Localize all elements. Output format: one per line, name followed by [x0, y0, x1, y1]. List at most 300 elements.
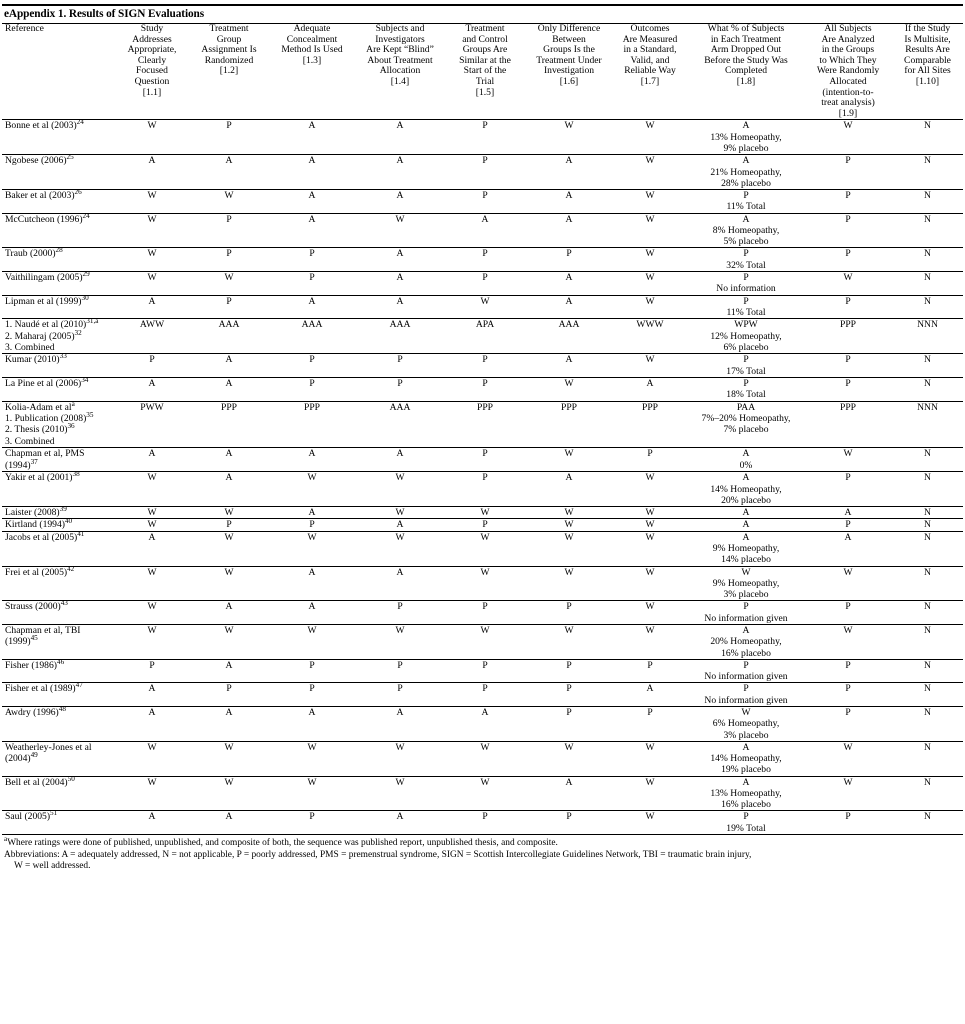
rating-cell-1-2: W [190, 741, 268, 776]
rating-cell-1-4: A [356, 448, 444, 472]
dropout-note: 7%–20% Homeopathy, 7% placebo [701, 413, 791, 436]
rating-cell-1-8: P No information [688, 272, 804, 296]
rating-cell-1-8: A 9% Homeopathy, 14% placebo [688, 531, 804, 566]
dropout-note: 17% Total [726, 365, 766, 377]
row-reference: Chapman et al, TBI $(1999)^{45}$ [2, 624, 114, 659]
rating-cell-1-1: W [114, 472, 190, 507]
rating-cell-1-7: W [612, 776, 688, 811]
reference-superscript: 35 [86, 410, 94, 419]
table-row [2, 354, 963, 378]
table-row [2, 472, 963, 507]
rating-cell-1-6: P [526, 811, 612, 834]
rating-cell-1-10: N [892, 189, 963, 213]
rating-cell-1-6: P [526, 248, 612, 272]
rating-cell-1-5: PPP [444, 401, 526, 448]
rating-cell-1-6: W [526, 506, 612, 518]
rating-cell-1-3: W [268, 741, 356, 776]
rating-cell-1-4: A [356, 566, 444, 601]
table-row [2, 706, 963, 741]
column-header-1-3: Adequate Concealment Method Is Used [1.3] [281, 23, 343, 66]
rating-cell-1-6: A [526, 272, 612, 296]
reference-superscript: 34 [81, 375, 89, 384]
rating-cell-1-3: P [268, 519, 356, 531]
rating-cell-1-3: A [268, 706, 356, 741]
table-header [2, 24, 963, 120]
rating-cell-1-9: P [804, 659, 892, 683]
rating-cell-1-3: W [268, 531, 356, 566]
rating-cell-1-7: W [612, 531, 688, 566]
rating-cell-1-1: A [114, 448, 190, 472]
rating-cell-1-9: W [804, 566, 892, 601]
rating-cell-1-2: W [190, 272, 268, 296]
rating-cell-1-9: PPP [804, 401, 892, 448]
rating-cell-1-4: A [356, 295, 444, 319]
rating-cell-1-1: PWW [114, 401, 190, 448]
rating-cell-1-4: W [356, 776, 444, 811]
table-row [2, 272, 963, 296]
rating-cell-1-6: A [526, 189, 612, 213]
rating-cell-1-7: P [612, 706, 688, 741]
rating-cell-1-5: P [444, 354, 526, 378]
footnotes [2, 835, 963, 875]
rating-cell-1-6: W [526, 378, 612, 402]
rating-cell-1-3: W [268, 624, 356, 659]
rating-cell-1-9: W [804, 120, 892, 155]
rating-cell-1-7: W [612, 295, 688, 319]
rating-cell-1-8: A 13% Homeopathy, 9% placebo [688, 120, 804, 155]
rating-cell-1-10: N [892, 448, 963, 472]
table-row [2, 659, 963, 683]
rating-cell-1-8: P 18% Total [688, 378, 804, 402]
table-row [2, 248, 963, 272]
dropout-note: 13% Homeopathy, 9% placebo [710, 131, 782, 154]
table-row [2, 189, 963, 213]
rating-cell-1-2: A [190, 659, 268, 683]
rating-cell-1-8: P 19% Total [688, 811, 804, 834]
rating-cell-1-6: PPP [526, 401, 612, 448]
rating-cell-1-5: A [444, 213, 526, 248]
rating-cell-1-7: W [612, 566, 688, 601]
rating-cell-1-8: P No information given [688, 659, 804, 683]
rating-cell-1-7: W [612, 189, 688, 213]
dropout-note: 12% Homeopathy, 6% placebo [710, 330, 782, 353]
rating-cell-1-2: P [190, 120, 268, 155]
rating-cell-1-1: A [114, 531, 190, 566]
rating-cell-1-9: W [804, 624, 892, 659]
rating-cell-1-6: A [526, 155, 612, 190]
rating-cell-1-7: P [612, 448, 688, 472]
reference-superscript: 39 [59, 504, 67, 513]
rating-cell-1-1: W [114, 248, 190, 272]
rating-cell-1-7: W [612, 248, 688, 272]
rating-cell-1-9: P [804, 155, 892, 190]
rating-cell-1-9: P [804, 683, 892, 707]
footnote-a [4, 834, 961, 850]
rating-cell-1-3: P [268, 248, 356, 272]
reference-superscript: 50 [67, 774, 75, 783]
rating-cell-1-2: W [190, 531, 268, 566]
row-reference: McCutcheon $(1996)^{24}$ [2, 213, 114, 248]
rating-cell-1-10: N [892, 295, 963, 319]
rating-cell-1-4: P [356, 659, 444, 683]
rating-cell-1-7: A [612, 378, 688, 402]
rating-cell-1-9: P [804, 601, 892, 625]
table-row [2, 155, 963, 190]
rating-cell-1-9: A [804, 506, 892, 518]
reference-superscript: 45 [30, 634, 38, 643]
rating-cell-1-5: A [444, 706, 526, 741]
rating-cell-1-10: N [892, 155, 963, 190]
reference-superscript: 37 [30, 457, 38, 466]
rating-cell-1-2: A [190, 378, 268, 402]
rating-cell-1-4: A [356, 189, 444, 213]
rating-cell-1-2: W [190, 776, 268, 811]
column-header-1-4: Subjects and Investigators Are Kept “Blind” About Treatment Allocation [1.4] [366, 23, 434, 87]
rating-cell-1-8: A 20% Homeopathy, 16% placebo [688, 624, 804, 659]
rating-cell-1-8: P No information given [688, 601, 804, 625]
rating-cell-1-1: W [114, 272, 190, 296]
rating-cell-1-5: P [444, 448, 526, 472]
rating-cell-1-2: A [190, 811, 268, 834]
rating-cell-1-1: P [114, 659, 190, 683]
reference-superscript: 47 [75, 681, 83, 690]
rating-cell-1-8: A [688, 506, 804, 518]
rating-cell-1-4: W [356, 624, 444, 659]
row-reference: Traub $(2000)^{28}$ [2, 248, 114, 272]
column-header-1-10: If the Study Is Multisite, Results Are Comparable for All Sites [1.10] [904, 23, 951, 87]
table-row [2, 120, 963, 155]
rating-cell-1-6: P [526, 683, 612, 707]
rating-cell-1-9: P [804, 213, 892, 248]
rating-cell-1-5: P [444, 519, 526, 531]
rating-cell-1-10: N [892, 706, 963, 741]
rating-cell-1-2: A [190, 155, 268, 190]
table-row [2, 378, 963, 402]
reference-superscript: 46 [56, 657, 65, 666]
table-row [2, 776, 963, 811]
rating-cell-1-7: A [612, 683, 688, 707]
rating-cell-1-10: N [892, 601, 963, 625]
rating-cell-1-5: P [444, 378, 526, 402]
table-row [2, 448, 963, 472]
rating-cell-1-7: W [612, 272, 688, 296]
column-header-1-5: Treatment and Control Groups Are Similar at the Start of the Trial [1.5] [459, 23, 511, 98]
rating-cell-1-2: P [190, 248, 268, 272]
rating-cell-1-1: P [114, 354, 190, 378]
column-header-1-9: All Subjects Are Analyzed in the Groups to Which They Were Randomly Allocated (intention-to- treat analysis) [1.9] [816, 23, 880, 119]
rating-cell-1-6: W [526, 566, 612, 601]
rating-cell-1-6: AAA [526, 319, 612, 354]
reference-superscript: 28 [55, 246, 63, 255]
rating-cell-1-6: W [526, 519, 612, 531]
rating-cell-1-9: W [804, 272, 892, 296]
rating-cell-1-7: W [612, 155, 688, 190]
rating-cell-1-10: N [892, 378, 963, 402]
rating-cell-1-4: A [356, 519, 444, 531]
table-row [2, 811, 963, 834]
rating-cell-1-10: N [892, 472, 963, 507]
row-reference: Strauss $(2000)^{43}$ [2, 601, 114, 625]
rating-cell-1-1: AWW [114, 319, 190, 354]
dropout-note: 11% Total [726, 201, 766, 213]
rating-cell-1-9: P [804, 472, 892, 507]
row-reference: Baker et al $(2003)^{26}$ [2, 189, 114, 213]
rating-cell-1-3: A [268, 120, 356, 155]
reference-superscript: 36 [67, 422, 75, 431]
rating-cell-1-9: P [804, 811, 892, 834]
rating-cell-1-9: P [804, 706, 892, 741]
rating-cell-1-5: P [444, 659, 526, 683]
rating-cell-1-6: P [526, 706, 612, 741]
dropout-note: No information given [704, 671, 788, 683]
rating-cell-1-9: P [804, 189, 892, 213]
rating-cell-1-5: P [444, 683, 526, 707]
rating-cell-1-8: A 14% Homeopathy, 20% placebo [688, 472, 804, 507]
rating-cell-1-6: P [526, 601, 612, 625]
dropout-note: 13% Homeopathy, 16% placebo [710, 788, 782, 811]
rating-cell-1-4: A [356, 120, 444, 155]
rating-cell-1-4: A [356, 155, 444, 190]
rating-cell-1-3: A [268, 601, 356, 625]
table-row [2, 683, 963, 707]
rating-cell-1-5: W [444, 566, 526, 601]
table-row [2, 624, 963, 659]
row-reference: Fisher et al $(1989)^{47}$ [2, 683, 114, 707]
dropout-note: 32% Total [726, 259, 766, 271]
rating-cell-1-10: N [892, 354, 963, 378]
table-body [2, 120, 963, 834]
rating-cell-1-2: P [190, 519, 268, 531]
rating-cell-1-7: WWW [612, 319, 688, 354]
rating-cell-1-10: N [892, 683, 963, 707]
rating-cell-1-5: W [444, 506, 526, 518]
rating-cell-1-2: A [190, 448, 268, 472]
rating-cell-1-4: P [356, 354, 444, 378]
row-reference: Kirtland $(1994)^{40}$ [2, 519, 114, 531]
reference-superscript: 30 [81, 293, 89, 302]
rating-cell-1-7: W [612, 601, 688, 625]
rating-cell-1-5: W [444, 531, 526, 566]
rating-cell-1-2: AAA [190, 319, 268, 354]
table-row [2, 601, 963, 625]
rating-cell-1-2: W [190, 506, 268, 518]
rating-cell-1-7: P [612, 659, 688, 683]
rating-cell-1-3: AAA [268, 319, 356, 354]
rating-cell-1-5: P [444, 601, 526, 625]
dropout-note: 14% Homeopathy, 19% placebo [710, 753, 782, 776]
rating-cell-1-2: P [190, 295, 268, 319]
dropout-note: 20% Homeopathy, 16% placebo [710, 636, 782, 659]
rating-cell-1-4: W [356, 472, 444, 507]
rating-cell-1-1: A [114, 378, 190, 402]
page-title: eAppendix 1. Results of SIGN Evaluations [4, 8, 205, 20]
table-row [2, 295, 963, 319]
rating-cell-1-10: N [892, 624, 963, 659]
row-reference: Bell et al $(2004)^{50}$ [2, 776, 114, 811]
rating-cell-1-5: P [444, 155, 526, 190]
rating-cell-1-10: N [892, 248, 963, 272]
rating-cell-1-5: APA [444, 319, 526, 354]
rating-cell-1-8: A 14% Homeopathy, 19% placebo [688, 741, 804, 776]
rating-cell-1-1: W [114, 741, 190, 776]
rating-cell-1-3: A [268, 213, 356, 248]
row-reference: Weatherley-Jones et al $(2004)^{49}$ [2, 741, 114, 776]
rating-cell-1-10: N [892, 120, 963, 155]
reference-superscript: a [71, 399, 75, 408]
rating-cell-1-6: W [526, 624, 612, 659]
rating-cell-1-5: P [444, 189, 526, 213]
rating-cell-1-4: W [356, 531, 444, 566]
row-reference: Lipman et al $(1999)^{30}$ [2, 295, 114, 319]
rating-cell-1-5: P [444, 472, 526, 507]
rating-cell-1-1: W [114, 213, 190, 248]
rating-cell-1-5: P [444, 248, 526, 272]
rating-cell-1-2: P [190, 683, 268, 707]
document-page [0, 4, 965, 875]
rating-cell-1-8: P 32% Total [688, 248, 804, 272]
table-row [2, 506, 963, 518]
rating-cell-1-7: W [612, 624, 688, 659]
table-row [2, 319, 963, 354]
rating-cell-1-10: N [892, 566, 963, 601]
rating-cell-1-10: N [892, 531, 963, 566]
row-reference: Awdry $(1996)^{48}$ [2, 706, 114, 741]
rating-cell-1-3: P [268, 378, 356, 402]
table-row [2, 741, 963, 776]
rating-cell-1-7: W [612, 472, 688, 507]
rating-cell-1-7: W [612, 354, 688, 378]
rating-cell-1-5: P [444, 811, 526, 834]
rating-cell-1-1: W [114, 120, 190, 155]
row-reference: Frei et al $(2005)^{42}$ [2, 566, 114, 601]
rating-cell-1-4: A [356, 248, 444, 272]
rating-cell-1-3: PPP [268, 401, 356, 448]
rating-cell-1-8: PAA 7%–20% Homeopathy, 7% placebo [688, 401, 804, 448]
dropout-note: No information given [704, 612, 788, 624]
reference-superscript: 48 [58, 704, 66, 713]
rating-cell-1-9: P [804, 378, 892, 402]
reference-superscript: 29 [82, 269, 90, 278]
rating-cell-1-5: W [444, 741, 526, 776]
row-reference: Saul $(2005)^{51}$ [2, 811, 114, 834]
rating-cell-1-9: A [804, 531, 892, 566]
rating-cell-1-10: N [892, 659, 963, 683]
rating-cell-1-3: W [268, 776, 356, 811]
rating-cell-1-1: W [114, 624, 190, 659]
rating-cell-1-3: A [268, 448, 356, 472]
rating-cell-1-1: A [114, 811, 190, 834]
rating-cell-1-9: P [804, 354, 892, 378]
row-reference: Jacobs et al $(2005)^{41}$ [2, 531, 114, 566]
rating-cell-1-6: A [526, 213, 612, 248]
rating-cell-1-3: A [268, 155, 356, 190]
sign-evaluations-table [2, 24, 963, 834]
reference-superscript: 24 [82, 211, 90, 220]
rating-cell-1-5: W [444, 295, 526, 319]
rating-cell-1-2: W [190, 566, 268, 601]
rating-cell-1-3: P [268, 354, 356, 378]
rating-cell-1-1: A [114, 683, 190, 707]
row-reference: Kumar $(2010)^{33}$ [2, 354, 114, 378]
dropout-note: 9% Homeopathy, 3% placebo [712, 577, 780, 601]
rating-cell-1-7: W [612, 120, 688, 155]
rating-cell-1-8: A 21% Homeopathy, 28% placebo [688, 155, 804, 190]
dropout-note: 11% Total [726, 307, 766, 319]
rating-cell-1-6: A [526, 354, 612, 378]
rating-cell-1-7: PPP [612, 401, 688, 448]
abbreviations-line-1: Abbreviations: A = adequately addressed, N = not applicable, P = poorly addressed, PMS = premenstrual syndrome, SIGN = Scottish Intercollegiate Guidelines Network, TBI = traumatic brain injury, [4, 849, 752, 860]
dropout-note: 9% Homeopathy, 14% placebo [712, 543, 780, 566]
rating-cell-1-7: W [612, 741, 688, 776]
rating-cell-1-4: AAA [356, 401, 444, 448]
rating-cell-1-6: A [526, 776, 612, 811]
reference-superscript: 41 [77, 529, 85, 538]
dropout-note: 19% Total [726, 822, 766, 834]
column-header-reference: Reference [5, 23, 44, 34]
footnote-marker-a: a [4, 834, 8, 843]
rating-cell-1-1: W [114, 189, 190, 213]
rating-cell-1-8: A 0% [688, 448, 804, 472]
rating-cell-1-4: A [356, 811, 444, 834]
rating-cell-1-3: A [268, 506, 356, 518]
rating-cell-1-5: W [444, 624, 526, 659]
rating-cell-1-9: PPP [804, 319, 892, 354]
rating-cell-1-6: A [526, 472, 612, 507]
reference-superscript: 33 [59, 352, 67, 361]
rating-cell-1-7: W [612, 811, 688, 834]
rating-cell-1-3: A [268, 189, 356, 213]
table-row [2, 566, 963, 601]
rating-cell-1-10: NNN [892, 319, 963, 354]
rating-cell-1-2: P [190, 213, 268, 248]
rating-cell-1-6: W [526, 741, 612, 776]
rating-cell-1-3: W [268, 472, 356, 507]
rating-cell-1-10: N [892, 272, 963, 296]
rating-cell-1-9: W [804, 776, 892, 811]
dropout-note: 0% [739, 459, 753, 471]
reference-superscript: 32 [74, 328, 82, 337]
rating-cell-1-1: A [114, 706, 190, 741]
rating-cell-1-4: A [356, 706, 444, 741]
dropout-note: 18% Total [726, 389, 766, 401]
row-reference: Laister $(2008)^{39}$ [2, 506, 114, 518]
rating-cell-1-2: W [190, 189, 268, 213]
dropout-note: 21% Homeopathy, 28% placebo [710, 166, 782, 189]
rating-cell-1-4: W [356, 213, 444, 248]
rating-cell-1-3: P [268, 659, 356, 683]
dropout-note: No information [716, 283, 776, 295]
rating-cell-1-3: P [268, 811, 356, 834]
table-row [2, 519, 963, 531]
rating-cell-1-10: N [892, 741, 963, 776]
rating-cell-1-9: W [804, 448, 892, 472]
row-reference: La Pine et al $(2006)^{34}$ [2, 378, 114, 402]
row-reference: Chapman et al, PMS $(1994)^{37}$ [2, 448, 114, 472]
rating-cell-1-7: W [612, 506, 688, 518]
rating-cell-1-3: P [268, 272, 356, 296]
rating-cell-1-9: P [804, 295, 892, 319]
row-reference: Vaithilingam $(2005)^{29}$ [2, 272, 114, 296]
rating-cell-1-10: N [892, 519, 963, 531]
rating-cell-1-5: W [444, 776, 526, 811]
row-reference: Ngobese $(2006)^{25}$ [2, 155, 114, 190]
rating-cell-1-7: W [612, 213, 688, 248]
rating-cell-1-4: P [356, 378, 444, 402]
rating-cell-1-10: N [892, 506, 963, 518]
table-row [2, 213, 963, 248]
reference-superscript: 42 [67, 564, 75, 573]
rating-cell-1-1: A [114, 155, 190, 190]
